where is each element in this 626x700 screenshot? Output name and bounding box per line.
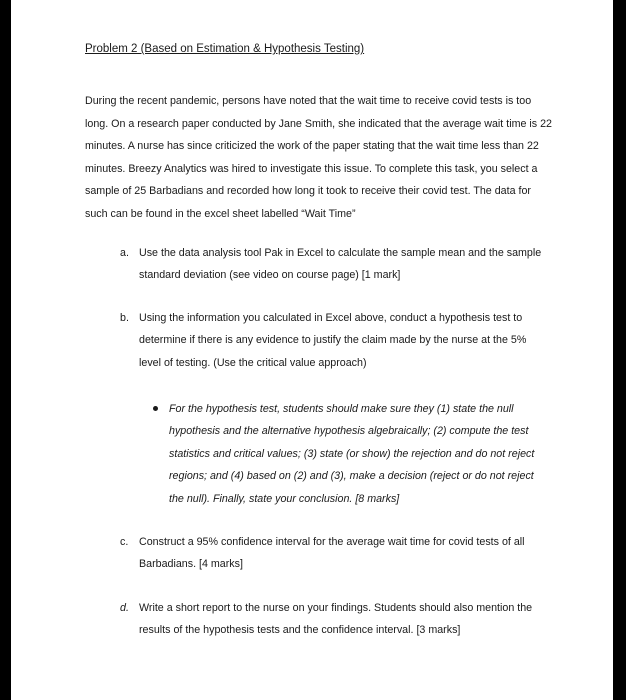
hypothesis-test-instructions-text: For the hypothesis test, students should make sure they (1) state the null hypothesis and the alternative hypothesis algebraically; (2) compute the test statistics and critical values; (3) state (or show) the rejection and do not reject regions; and (4) based on (2) and (3), make a decision (reject or do not reject the null). Finally, state your conclusion. [8 marks] bbox=[169, 403, 535, 505]
question-d-marker: d. bbox=[120, 602, 129, 614]
intro-paragraph: During the recent pandemic, persons have noted that the wait time to receive covid tests is too long. On a research paper conducted by Jane Smith, she indicated that the average wait time is 22 minutes. A nurse has since criticized the work of the paper stating that the wait time less than 22 minutes. Breezy Analytics was hired to investigate this issue. To complete this task, you select a sample of 25 Barbadians and recorded how long it took to receive their covid test. The data for such can be found in the excel sheet labelled “Wait Time” bbox=[85, 95, 552, 220]
problem-title: Problem 2 (Based on Estimation & Hypothesis Testing) bbox=[85, 43, 365, 55]
question-d-text: Write a short report to the nurse on your findings. Students should also mention the results of the hypothesis tests and the confidence interval. [3 marks] bbox=[139, 602, 533, 637]
question-c-marker: c. bbox=[120, 536, 129, 548]
question-b-text: Using the information you calculated in Excel above, conduct a hypothesis test to determine if there is any evidence to justify the claim made by the nurse at the 5% level of testing. (Use the critical value approach) bbox=[139, 312, 527, 369]
question-a-text: Use the data analysis tool Pak in Excel to calculate the sample mean and the sample standard deviation (see video on course page) [1 mark] bbox=[139, 247, 542, 282]
question-b-marker: b. bbox=[120, 312, 129, 324]
question-c-text: Construct a 95% confidence interval for the average wait time for covid tests of all Barbadians. [4 marks] bbox=[139, 536, 525, 571]
document-page bbox=[11, 0, 613, 700]
question-a-marker: a. bbox=[120, 247, 129, 259]
bullet-icon bbox=[153, 406, 158, 411]
